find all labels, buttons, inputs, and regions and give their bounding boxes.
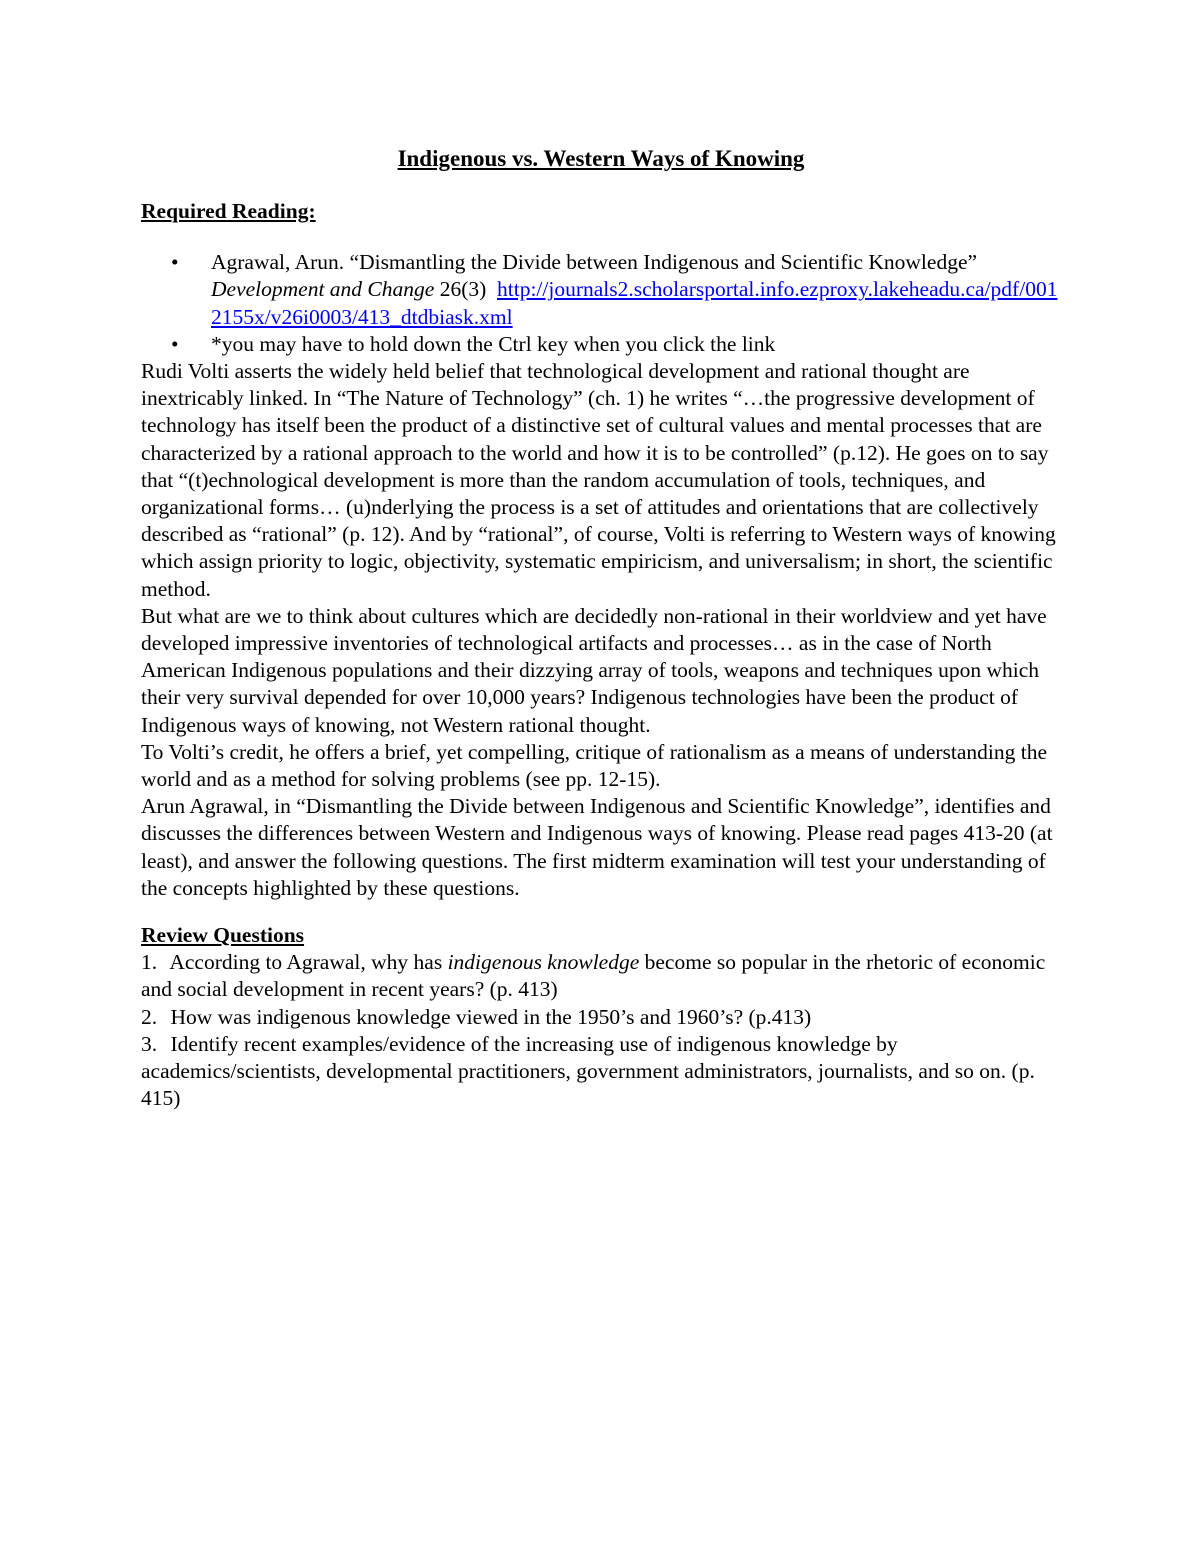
required-reading-heading: Required Reading:: [141, 199, 316, 223]
review-question-1: [141, 949, 1061, 1003]
question-emphasis: indigenous knowledge: [447, 950, 640, 975]
document-title: Indigenous vs. Western Ways of Knowing: [397, 146, 805, 171]
document-page: [141, 140, 1061, 1113]
question-number: 3.: [141, 1031, 158, 1056]
question-number: 1.: [141, 950, 158, 975]
question-text: How was indigenous knowledge viewed in the 1950’s and 1960’s? (p.413): [170, 1004, 812, 1029]
reading-link[interactable]: http://journals2.scholarsportal.info.ezproxy.lakeheadu.ca/pdf/0012155x/v26i0003/413_dtdbiask.xml: [211, 277, 1058, 329]
question-number: 2.: [141, 1004, 158, 1029]
paragraph-volti-critique: To Volti’s credit, he offers a brief, yet compelling, critique of rationalism as a means of understanding the world and as a method for solving problems (see pp. 12-15).: [141, 739, 1048, 792]
reading-item-ctrl-note: [141, 331, 1061, 358]
bullet-icon: •: [171, 331, 179, 356]
ctrl-note-text: *you may have to hold down the Ctrl key when you click the link: [211, 331, 776, 356]
review-question-2: [141, 1004, 1061, 1031]
review-questions-heading: Review Questions: [141, 923, 305, 948]
paragraph-non-rational-cultures: But what are we to think about cultures which are decidedly non-rational in their worldview and yet have developed impressive inventories of technological artifacts and processes… as in the case of North American Indigenous populations and their dizzying array of tools, weapons and techniques upon which their very survival depended for over 10,000 years? Indigenous technologies have been the product of Indigenous ways of knowing, not Western rational thought.: [141, 603, 1047, 737]
reading-volume: 26(3): [439, 277, 487, 302]
question-text-cont: become so popular in the rhetoric of economic and social development in recent years? (p. 413): [141, 950, 1046, 1002]
paragraph-agrawal-reading: Arun Agrawal, in “Dismantling the Divide between Indigenous and Scientific Knowledge”, identifies and discusses the differences between Western and Indigenous ways of knowing. Please read pages 413-20 (at least), and answer the following questions. The first midterm examination will test your understanding of the concepts highlighted by these questions.: [141, 794, 1053, 900]
reading-citation: Agrawal, Arun. “Dismantling the Divide between Indigenous and Scientific Knowledge”: [211, 250, 978, 275]
reading-journal: Development and Change: [211, 277, 435, 302]
question-text: According to Agrawal, why has: [169, 950, 443, 975]
review-question-3: [141, 1031, 1061, 1113]
bullet-icon: •: [171, 250, 179, 275]
reading-list: [141, 249, 1061, 358]
reading-item-agrawal: [141, 249, 1061, 331]
question-text: Identify recent examples/evidence of the increasing use of indigenous knowledge by academics/scientists, developmental practitioners, government administrators, journalists, and so on. (p. 415): [141, 1031, 1035, 1111]
paragraph-volti-rational: Rudi Volti asserts the widely held belief that technological development and rational thought are inextricably linked. In “The Nature of Technology” (ch. 1) he writes “…the progressive development of technology has itself been the product of a distinctive set of cultural values and mental processes that are characterized by a rational approach to the world and how it is to be controlled” (p.12). He goes on to say that “(t)echnological development is more than the random accumulation of tools, techniques, and organizational forms… (u)nderlying the process is a set of attitudes and orientations that are collectively described as “rational” (p. 12). And by “rational”, of course, Volti is referring to Western ways of knowing which assign priority to logic, objectivity, systematic empiricism, and universalism; in short, the scientific method.: [141, 359, 1056, 601]
